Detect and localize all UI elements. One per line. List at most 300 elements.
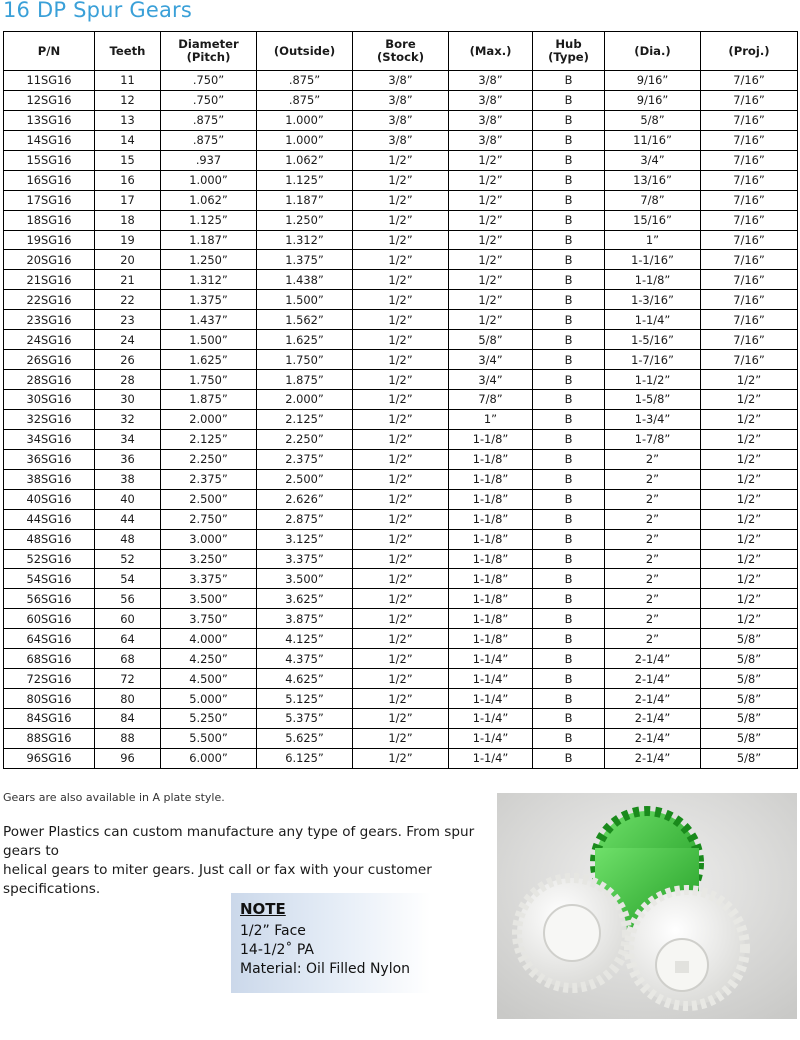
table-cell: 72 (95, 669, 161, 689)
column-header (605, 32, 701, 71)
table-cell: 1-7/8” (605, 429, 701, 449)
table-cell: 36 (95, 449, 161, 469)
table-cell: 1.375” (257, 250, 353, 270)
table-cell: 1/2” (701, 370, 798, 390)
table-cell: 2” (605, 469, 701, 489)
table-cell: B (533, 350, 605, 370)
table-cell: 18SG16 (4, 210, 95, 230)
table-cell: 28 (95, 370, 161, 390)
table-row (4, 509, 798, 529)
table-cell: 1/2” (353, 370, 449, 390)
paragraph-line: helical gears to miter gears. Just call or fax with your customer specifications. (3, 862, 432, 897)
table-cell: 32SG16 (4, 409, 95, 429)
table-cell: 1/2” (353, 429, 449, 449)
table-cell: 1-1/4” (449, 689, 533, 709)
table-cell: 7/16” (701, 150, 798, 170)
table-row (4, 150, 798, 170)
table-cell: 2.000” (161, 409, 257, 429)
table-cell: 60SG16 (4, 609, 95, 629)
table-cell: 1/2” (701, 549, 798, 569)
table-cell: B (533, 190, 605, 210)
table-row (4, 709, 798, 729)
table-cell: 2-1/4” (605, 669, 701, 689)
note-title: NOTE (240, 900, 286, 918)
table-cell: B (533, 509, 605, 529)
column-header-line: (Max.) (469, 43, 512, 58)
table-cell: 7/16” (701, 270, 798, 290)
table-cell: 6.000” (161, 748, 257, 768)
table-cell: B (533, 609, 605, 629)
table-row (4, 748, 798, 768)
table-cell: 1.250” (161, 250, 257, 270)
table-cell: 7/16” (701, 230, 798, 250)
table-cell: 1-5/16” (605, 330, 701, 350)
table-cell: 23SG16 (4, 310, 95, 330)
table-row (4, 629, 798, 649)
table-cell: 1-5/8” (605, 390, 701, 410)
table-cell: 3/8” (449, 71, 533, 91)
table-cell: 1.187” (161, 230, 257, 250)
table-cell: 1/2” (449, 270, 533, 290)
table-cell: 5/8” (701, 629, 798, 649)
table-cell: 4.500” (161, 669, 257, 689)
column-header (353, 32, 449, 71)
table-cell: 5.250” (161, 709, 257, 729)
table-cell: 1.875” (161, 390, 257, 410)
table-cell: 7/16” (701, 170, 798, 190)
table-cell: 1/2” (353, 150, 449, 170)
table-cell: 17SG16 (4, 190, 95, 210)
table-cell: 19 (95, 230, 161, 250)
table-cell: 5/8” (701, 709, 798, 729)
table-row (4, 90, 798, 110)
table-cell: 1/2” (353, 270, 449, 290)
table-cell: 3.625” (257, 589, 353, 609)
table-cell: 7/16” (701, 130, 798, 150)
column-header-line: (Outside) (273, 43, 336, 58)
table-cell: 23 (95, 310, 161, 330)
column-header (533, 32, 605, 71)
table-cell: 1-1/16” (605, 250, 701, 270)
table-cell: 9/16” (605, 90, 701, 110)
table-cell: 2” (605, 629, 701, 649)
table-cell: 2-1/4” (605, 709, 701, 729)
table-cell: B (533, 689, 605, 709)
table-cell: 1/2” (353, 509, 449, 529)
table-cell: 7/16” (701, 290, 798, 310)
table-cell: 1/2” (353, 649, 449, 669)
column-header-line: P/N (37, 43, 61, 58)
table-cell: 1/2” (353, 170, 449, 190)
table-cell: 1/2” (353, 748, 449, 768)
table-cell: 2.250” (161, 449, 257, 469)
table-cell: 5/8” (701, 689, 798, 709)
table-cell: 7/16” (701, 310, 798, 330)
table-cell: 1/2” (701, 390, 798, 410)
table-cell: 13SG16 (4, 110, 95, 130)
table-row (4, 589, 798, 609)
table-cell: 34 (95, 429, 161, 449)
table-cell: 1-1/8” (449, 469, 533, 489)
table-cell: 1/2” (701, 509, 798, 529)
table-cell: 34SG16 (4, 429, 95, 449)
table-cell: 2” (605, 489, 701, 509)
table-cell: 3/8” (353, 110, 449, 130)
column-header-line: (Stock) (376, 50, 425, 64)
table-cell: 1-1/4” (605, 310, 701, 330)
table-cell: 1-1/4” (449, 748, 533, 768)
table-cell: 1/2” (701, 529, 798, 549)
table-cell: 1-1/8” (605, 270, 701, 290)
table-cell: 20 (95, 250, 161, 270)
table-cell: .750” (161, 90, 257, 110)
table-cell: 1/2” (353, 250, 449, 270)
table-cell: 3.500” (257, 569, 353, 589)
table-cell: 2” (605, 529, 701, 549)
table-cell: 12SG16 (4, 90, 95, 110)
table-cell: 7/16” (701, 71, 798, 91)
table-cell: 7/16” (701, 110, 798, 130)
table-row (4, 689, 798, 709)
table-cell: 1-1/8” (449, 489, 533, 509)
table-cell: 68SG16 (4, 649, 95, 669)
table-cell: 3/4” (449, 350, 533, 370)
table-cell: 1.312” (257, 230, 353, 250)
table-cell: B (533, 330, 605, 350)
table-cell: 1.125” (257, 170, 353, 190)
table-cell: 1/2” (353, 330, 449, 350)
table-row (4, 290, 798, 310)
table-cell: B (533, 549, 605, 569)
table-cell: 44 (95, 509, 161, 529)
table-cell: .750” (161, 71, 257, 91)
gears-photo (497, 793, 797, 1019)
table-row (4, 71, 798, 91)
table-cell: 2-1/4” (605, 748, 701, 768)
table-row (4, 370, 798, 390)
table-cell: 1.625” (257, 330, 353, 350)
table-cell: B (533, 529, 605, 549)
table-cell: B (533, 429, 605, 449)
table-cell: 3.000” (161, 529, 257, 549)
table-cell: B (533, 370, 605, 390)
table-cell: 7/16” (701, 190, 798, 210)
table-cell: 1-1/4” (449, 728, 533, 748)
table-cell: B (533, 589, 605, 609)
table-cell: 1.125” (161, 210, 257, 230)
table-cell: 4.250” (161, 649, 257, 669)
table-cell: B (533, 150, 605, 170)
table-cell: 1-1/2” (605, 370, 701, 390)
table-cell: 1/2” (353, 689, 449, 709)
table-cell: 14SG16 (4, 130, 95, 150)
table-row (4, 230, 798, 250)
table-cell: B (533, 230, 605, 250)
table-row (4, 250, 798, 270)
table-cell: 88 (95, 728, 161, 748)
table-cell: 1/2” (353, 709, 449, 729)
table-cell: 4.375” (257, 649, 353, 669)
column-header (95, 32, 161, 71)
table-cell: B (533, 449, 605, 469)
table-cell: 2.375” (161, 469, 257, 489)
note-pressure-angle: 14-1/2˚ PA (240, 942, 314, 958)
table-cell: B (533, 90, 605, 110)
table-cell: 30SG16 (4, 390, 95, 410)
table-cell: 1-1/8” (449, 429, 533, 449)
table-cell: 52 (95, 549, 161, 569)
note-material: Material: Oil Filled Nylon (240, 961, 411, 977)
table-cell: 2.750” (161, 509, 257, 529)
table-cell: 2.250” (257, 429, 353, 449)
table-cell: 38 (95, 469, 161, 489)
table-cell: 1/2” (701, 469, 798, 489)
table-cell: .937 (161, 150, 257, 170)
table-cell: 1/2” (353, 728, 449, 748)
table-cell: 1-1/4” (449, 669, 533, 689)
table-cell: 2-1/4” (605, 728, 701, 748)
table-cell: 16 (95, 170, 161, 190)
table-cell: 5/8” (701, 728, 798, 748)
table-cell: 1/2” (701, 409, 798, 429)
table-cell: 7/16” (701, 250, 798, 270)
table-body (4, 71, 798, 769)
table-cell: 44SG16 (4, 509, 95, 529)
table-cell: B (533, 130, 605, 150)
table-cell: B (533, 469, 605, 489)
table-cell: 5.625” (257, 728, 353, 748)
table-cell: B (533, 629, 605, 649)
table-cell: 5.500” (161, 728, 257, 748)
table-cell: 1/2” (701, 609, 798, 629)
table-cell: 26SG16 (4, 350, 95, 370)
table-cell: 1.625” (161, 350, 257, 370)
table-cell: 48 (95, 529, 161, 549)
table-cell: 22 (95, 290, 161, 310)
column-header-line: Diameter (178, 37, 239, 51)
table-cell: 7/16” (701, 350, 798, 370)
column-header-line: (Proj.) (728, 43, 770, 58)
table-cell: 64SG16 (4, 629, 95, 649)
table-cell: .875” (161, 110, 257, 130)
table-row (4, 170, 798, 190)
table-cell: 1.500” (257, 290, 353, 310)
table-cell: 1-1/8” (449, 569, 533, 589)
table-cell: 1-1/8” (449, 589, 533, 609)
table-cell: 21 (95, 270, 161, 290)
table-row (4, 130, 798, 150)
table-cell: 1/2” (353, 290, 449, 310)
table-row (4, 449, 798, 469)
table-cell: B (533, 569, 605, 589)
table-cell: 1/2” (701, 449, 798, 469)
table-cell: 1-1/8” (449, 449, 533, 469)
table-cell: 3.750” (161, 609, 257, 629)
table-row (4, 529, 798, 549)
table-cell: 88SG16 (4, 728, 95, 748)
table-cell: 1/2” (449, 190, 533, 210)
table-cell: 1/2” (701, 589, 798, 609)
table-cell: 1.875” (257, 370, 353, 390)
table-cell: 1/2” (449, 250, 533, 270)
table-cell: 1/2” (701, 429, 798, 449)
table-cell: 3/8” (353, 71, 449, 91)
table-cell: 1/2” (449, 170, 533, 190)
table-cell: 84 (95, 709, 161, 729)
table-cell: 5.000” (161, 689, 257, 709)
table-cell: 96 (95, 748, 161, 768)
table-cell: B (533, 170, 605, 190)
table-row (4, 429, 798, 449)
table-row (4, 609, 798, 629)
table-cell: 1.562” (257, 310, 353, 330)
column-header-line: Bore (385, 37, 416, 51)
table-cell: 2.626” (257, 489, 353, 509)
table-cell: B (533, 728, 605, 748)
table-cell: 9/16” (605, 71, 701, 91)
table-cell: 1/2” (353, 609, 449, 629)
table-cell: 13 (95, 110, 161, 130)
table-cell: 5/8” (701, 748, 798, 768)
table-cell: 1.312” (161, 270, 257, 290)
column-header-line: (Pitch) (186, 50, 231, 64)
table-cell: 5.375” (257, 709, 353, 729)
table-cell: 7/8” (605, 190, 701, 210)
table-cell: 2.125” (257, 409, 353, 429)
table-row (4, 350, 798, 370)
table-cell: 1-1/8” (449, 509, 533, 529)
table-cell: 1.437” (161, 310, 257, 330)
table-cell: 3/8” (449, 130, 533, 150)
table-cell: 19SG16 (4, 230, 95, 250)
table-cell: 15SG16 (4, 150, 95, 170)
table-cell: 1/2” (353, 350, 449, 370)
table-cell: 2” (605, 569, 701, 589)
table-cell: 1/2” (449, 230, 533, 250)
table-cell: 1” (449, 409, 533, 429)
table-cell: 1/2” (449, 290, 533, 310)
table-cell: 1.750” (161, 370, 257, 390)
table-cell: 3/8” (353, 90, 449, 110)
table-row (4, 409, 798, 429)
table-cell: 40SG16 (4, 489, 95, 509)
table-cell: 18 (95, 210, 161, 230)
table-cell: 1/2” (449, 150, 533, 170)
table-cell: 7/8” (449, 390, 533, 410)
table-cell: 54SG16 (4, 569, 95, 589)
table-cell: B (533, 409, 605, 429)
table-cell: 3.500” (161, 589, 257, 609)
table-cell: 15/16” (605, 210, 701, 230)
column-header-line: Hub (555, 37, 582, 51)
table-cell: 1/2” (353, 390, 449, 410)
table-cell: 2.125” (161, 429, 257, 449)
column-header-line: (Dia.) (634, 43, 671, 58)
table-row (4, 669, 798, 689)
column-header-line: (Type) (548, 50, 589, 64)
table-cell: 1/2” (353, 190, 449, 210)
table-cell: 4.625” (257, 669, 353, 689)
table-cell: 24 (95, 330, 161, 350)
table-cell: 2” (605, 589, 701, 609)
table-cell: 2.375” (257, 449, 353, 469)
table-cell: 1-7/16” (605, 350, 701, 370)
table-cell: 1/2” (353, 489, 449, 509)
table-cell: .875” (257, 71, 353, 91)
table-cell: 1.000” (257, 130, 353, 150)
table-cell: 2.500” (161, 489, 257, 509)
table-cell: 1” (605, 230, 701, 250)
table-row (4, 190, 798, 210)
table-cell: 1.250” (257, 210, 353, 230)
table-cell: 64 (95, 629, 161, 649)
table-cell: 5/8” (449, 330, 533, 350)
table-cell: 1/2” (353, 210, 449, 230)
table-cell: 7/16” (701, 210, 798, 230)
table-cell: 12 (95, 90, 161, 110)
table-row (4, 390, 798, 410)
table-cell: B (533, 649, 605, 669)
table-cell: 11 (95, 71, 161, 91)
white-gear-small-icon (517, 878, 627, 988)
table-cell: 54 (95, 569, 161, 589)
custom-manufacture-paragraph (3, 823, 483, 899)
table-cell: 1.000” (161, 170, 257, 190)
table-cell: 1-1/4” (449, 649, 533, 669)
table-cell: 1/2” (353, 469, 449, 489)
page-title: 16 DP Spur Gears (3, 0, 193, 22)
table-cell: 7/16” (701, 330, 798, 350)
column-header (701, 32, 798, 71)
table-cell: 2.000” (257, 390, 353, 410)
table-cell: 1-1/8” (449, 629, 533, 649)
table-cell: 28SG16 (4, 370, 95, 390)
table-cell: 32 (95, 409, 161, 429)
table-cell: 1.375” (161, 290, 257, 310)
table-cell: 1/2” (353, 529, 449, 549)
table-cell: 38SG16 (4, 469, 95, 489)
table-cell: B (533, 669, 605, 689)
table-cell: B (533, 290, 605, 310)
table-cell: .875” (257, 90, 353, 110)
table-cell: 1/2” (353, 449, 449, 469)
spur-gear-spec-table (3, 31, 798, 769)
table-cell: 80 (95, 689, 161, 709)
table-row (4, 110, 798, 130)
table-cell: 1-3/16” (605, 290, 701, 310)
table-cell: 1/2” (701, 489, 798, 509)
table-cell: 17 (95, 190, 161, 210)
table-cell: 1/2” (353, 310, 449, 330)
column-header (257, 32, 353, 71)
table-cell: 80SG16 (4, 689, 95, 709)
table-cell: B (533, 210, 605, 230)
table-cell: 2-1/4” (605, 649, 701, 669)
table-cell: 3/4” (605, 150, 701, 170)
table-cell: 1/2” (353, 629, 449, 649)
table-cell: 3.375” (257, 549, 353, 569)
table-cell: 16SG16 (4, 170, 95, 190)
table-cell: 1.187” (257, 190, 353, 210)
table-cell: 1/2” (353, 549, 449, 569)
table-cell: 1-1/8” (449, 549, 533, 569)
table-cell: 1-1/8” (449, 529, 533, 549)
table-cell: 2” (605, 449, 701, 469)
table-cell: B (533, 390, 605, 410)
table-row (4, 649, 798, 669)
table-cell: 4.000” (161, 629, 257, 649)
table-cell: 13/16” (605, 170, 701, 190)
